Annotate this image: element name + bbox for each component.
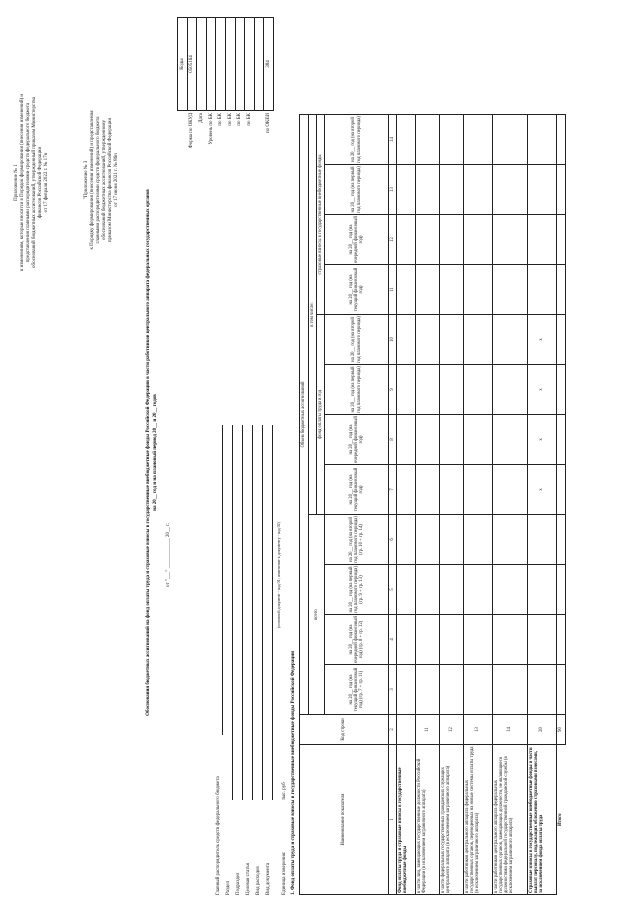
header-code: Код строки xyxy=(300,715,389,745)
appendix-note xyxy=(14,5,50,360)
column-number: 3 xyxy=(389,665,397,715)
header-year-insurance: на 20__ год (на очередной финансовый год) xyxy=(325,215,389,265)
section-title: 1. Фонд оплаты труда и страховые взносы в государственные внебюджетные фонды Российской Федерации xyxy=(291,651,296,895)
table-row xyxy=(464,115,493,895)
order-title: "Приложение № 3 xyxy=(84,160,89,200)
codes-header: Коды xyxy=(178,18,188,111)
total-label: Итого xyxy=(558,813,564,827)
header-year-fund: на 20__ год (на текущий финансовый год) xyxy=(325,465,389,515)
row-code: 11 xyxy=(416,715,440,745)
field-row xyxy=(254,425,264,895)
cross-mark: x xyxy=(528,365,557,415)
header-name: Наименование показателя xyxy=(300,745,389,895)
field-label: Вид документа xyxy=(266,862,271,895)
field-label: Главный распорядитель средств федерального бюджета xyxy=(216,776,221,895)
header-year-insurance: на 20__ год (на текущий финансовый год) xyxy=(325,265,389,315)
field-line xyxy=(232,425,233,800)
header-insurance: страховые взносы в государственные внебюджетные фонды xyxy=(317,115,325,315)
field-line xyxy=(242,425,243,800)
header-fields xyxy=(214,425,274,895)
code-value xyxy=(235,18,245,111)
document-date: от "___" ____________ 20__ г. xyxy=(166,523,171,587)
table-row xyxy=(493,115,528,895)
appendix-line: к изменениям, которые вносятся в Порядок формирования (внесения изменений) и xyxy=(20,93,25,272)
header-year-fund: на 20__ год (на второй год планового периода) xyxy=(325,315,389,365)
appendix-line: финансов Российской Федерации xyxy=(38,146,43,219)
code-label: по БК xyxy=(218,113,224,126)
code-value xyxy=(197,18,207,111)
field-row xyxy=(244,425,254,895)
row-name: в части лиц, замещающих государственные должности Российской Федерации (в исключением заграничного аппарата) xyxy=(416,745,440,895)
header-year-total: на 20__ год (на первый год планового периода) (гр. 9 + гр. 13) xyxy=(325,565,389,615)
column-number: 12 xyxy=(389,215,397,265)
code-label: по БК xyxy=(237,113,243,126)
row-code: 14 xyxy=(493,715,528,745)
code-value xyxy=(206,18,216,111)
code-value: 0505164 xyxy=(187,18,197,111)
order-line: приказом Министерства финансов Российской Федерации xyxy=(108,117,113,243)
row-code xyxy=(397,715,416,745)
code-label: Форма по ОКУД xyxy=(189,113,195,149)
header-total: всего xyxy=(309,515,325,715)
code-value xyxy=(245,18,255,111)
field-row xyxy=(224,425,234,895)
code-label: по БК xyxy=(246,113,252,126)
cross-mark: x xyxy=(528,315,557,365)
document-period: на 20__ год и на плановый период 20__ и 20__ годов xyxy=(153,394,158,511)
header-year-insurance: на 20__ год (на первый год планового периода) xyxy=(325,165,389,215)
column-number: 9 xyxy=(389,365,397,415)
row-code: 12 xyxy=(440,715,464,745)
cross-mark: x xyxy=(528,465,557,515)
row-name: в части работников центрального аппарата федеральных государственных органов, переведенных на новые системы оплаты труда (в исключением заграничного аппарата) xyxy=(464,745,493,895)
table-row xyxy=(528,115,557,895)
cross-mark: x xyxy=(528,415,557,465)
header-year-total: на 20__ год (на очередной финансовый год) (гр. 8 + гр. 12) xyxy=(325,615,389,665)
row-name: в части работников центрального аппарата федеральных государственных органов, замещающих должности, не являющиеся должностями федеральной государственной гражданской службы (в исключением заграничного аппарата) xyxy=(493,745,528,895)
column-number: 13 xyxy=(389,165,397,215)
appendix-title: Приложение № 1 xyxy=(14,164,19,201)
field-label: Подраздел xyxy=(236,872,241,895)
code-value xyxy=(216,18,226,111)
document-title: Обоснования бюджетных ассигнований на фонд оплаты труда и страховые взносы в государственные внебюджетные фонды Российской Федерации в части работников центрального аппарата федеральных государственных органов xyxy=(146,189,151,716)
header-year-fund: на 20__ год (на очередной финансовый год) xyxy=(325,415,389,465)
total-code: 90 xyxy=(557,715,566,745)
units-label: Единица измерения: xyxy=(282,851,287,895)
appendix-line: от 17 февраля 2022 г. № 17н xyxy=(44,152,49,213)
field-label: Вид расходов xyxy=(256,866,261,895)
header-fund: фонд оплаты труда в год xyxy=(317,315,325,515)
column-number: 14 xyxy=(389,115,397,165)
header-year-total: на 20__ год (на второй год планового периода) (гр. 10 + гр. 14) xyxy=(325,515,389,565)
table-row xyxy=(397,115,416,895)
field-line xyxy=(262,425,263,800)
order-line: обоснований бюджетных ассигнований, утвержденному xyxy=(102,120,107,240)
field-row xyxy=(214,425,224,895)
order-note xyxy=(84,15,120,345)
code-value: 384 xyxy=(264,18,274,111)
code-label: по ОКЕИ xyxy=(266,113,272,134)
row-code: 13 xyxy=(464,715,493,745)
codes-table xyxy=(177,17,274,195)
column-numbers-row xyxy=(389,115,397,895)
field-line xyxy=(222,425,223,735)
column-number: 4 xyxy=(389,615,397,665)
column-number: 2 xyxy=(389,715,397,745)
table-row xyxy=(416,115,440,895)
column-number: 7 xyxy=(389,465,397,515)
code-label: Дата xyxy=(198,113,204,123)
doc-type-hint: (основной документ - код 01; изменение к документу - код 02) xyxy=(276,522,281,628)
field-row xyxy=(264,425,274,895)
field-line xyxy=(272,425,273,800)
column-number: 6 xyxy=(389,515,397,565)
field-label: Целевая статья xyxy=(246,863,251,895)
code-label xyxy=(254,111,264,196)
order-line: от 17 июня 2021 г. № 86н xyxy=(114,153,119,207)
header-volume: Объем бюджетных ассигнований xyxy=(300,115,309,715)
column-number: 8 xyxy=(389,415,397,465)
allocation-table xyxy=(299,114,566,895)
field-label: Раздел xyxy=(226,880,231,895)
header-year-total: на 20__ год (на текущий финансовый год) (гр. 7 + гр. 11) xyxy=(325,665,389,715)
column-number: 11 xyxy=(389,265,397,315)
code-value xyxy=(254,18,264,111)
header-including: в том числе: xyxy=(309,115,317,515)
code-label: Уровень по БК xyxy=(208,113,214,145)
field-row xyxy=(234,425,244,895)
row-name: в части федеральных государственных гражданских служащих центрального аппарата (в исключением заграничного аппарата) xyxy=(440,745,464,895)
order-line: к Порядку формирования (внесения изменений) и представления xyxy=(90,110,95,250)
column-number: 5 xyxy=(389,565,397,615)
order-line: главными распорядителями средств федерального бюджета xyxy=(96,116,101,244)
row-code: 20 xyxy=(528,715,557,745)
code-label: по БК xyxy=(227,113,233,126)
field-line xyxy=(252,425,253,800)
appendix-line: представления главными распорядителями средств федерального бюджета xyxy=(26,102,31,263)
code-value xyxy=(225,18,235,111)
row-name: Фонд оплаты труда и страховые взносы в государственные внебюджетные фонды xyxy=(397,745,416,895)
table-row xyxy=(440,115,464,895)
column-number: 10 xyxy=(389,315,397,365)
total-row xyxy=(557,115,566,895)
header-year-fund: на 20__ год (на первый год планового периода) xyxy=(325,365,389,415)
appendix-line: обоснований бюджетных ассигнований, утвержденный приказом Министерства xyxy=(32,97,37,268)
header-year-insurance: на 20__ год (на второй год планового периода) xyxy=(325,115,389,165)
units-value: тыс. руб xyxy=(282,782,287,800)
row-name: Страховые взносы в государственные внебюджетные фонды в части выплат персоналу, подлежащих обложению страховыми взносами, за исключением фонда оплаты труда xyxy=(528,745,557,895)
column-number: 1 xyxy=(389,745,397,895)
